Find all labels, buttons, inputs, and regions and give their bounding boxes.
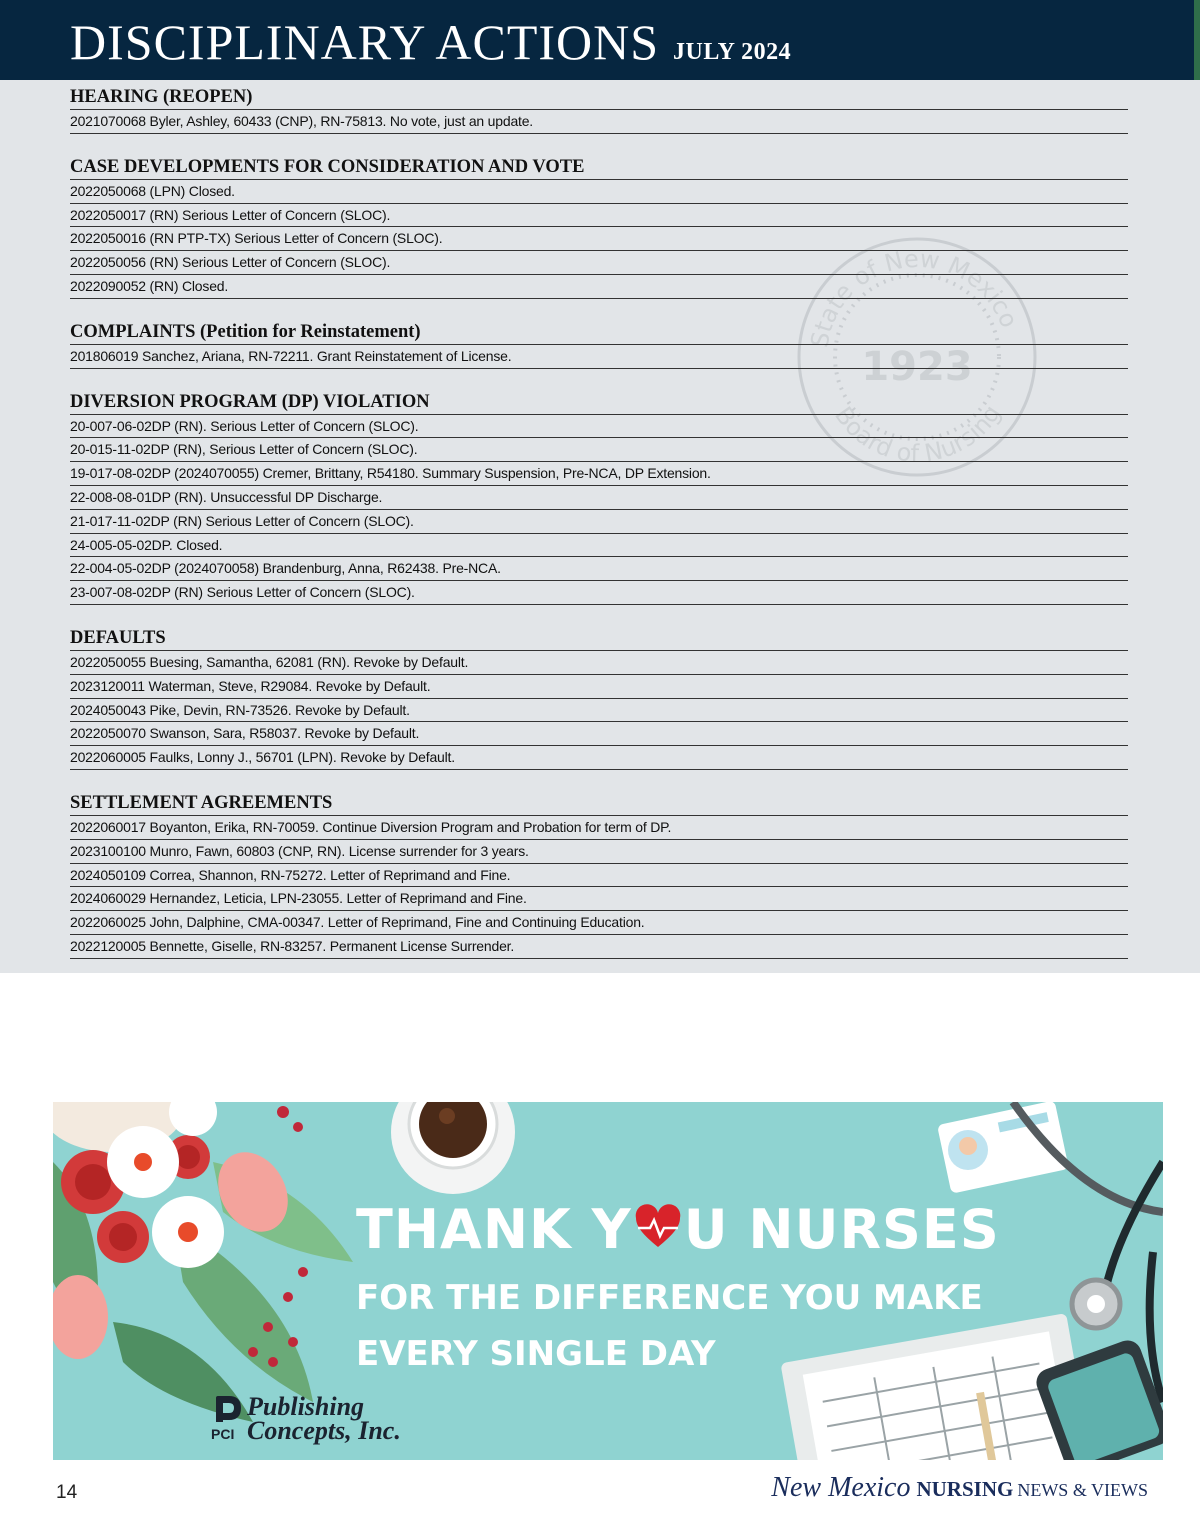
section-diversion-program	[70, 391, 1128, 605]
entry: 2022050070 Swanson, Sara, R58037. Revoke by Default.	[70, 722, 1128, 746]
section-title: HEARING (REOPEN)	[70, 86, 1128, 110]
entry: 2022050055 Buesing, Samantha, 62081 (RN). Revoke by Default.	[70, 651, 1128, 675]
section-case-developments	[70, 156, 1128, 299]
entry: 2022060017 Boyanton, Erika, RN-70059. Continue Diversion Program and Probation for term of DP.	[70, 816, 1128, 840]
entry: 2022050017 (RN) Serious Letter of Concern (SLOC).	[70, 204, 1128, 228]
headline-line-2: FOR THE DIFFERENCE YOU MAKE	[356, 1278, 983, 1318]
page-title	[70, 12, 791, 82]
entry: 2023100100 Munro, Fawn, 60803 (CNP, RN). License surrender for 3 years.	[70, 840, 1128, 864]
entry: 20-007-06-02DP (RN). Serious Letter of Concern (SLOC).	[70, 415, 1128, 439]
entry: 21-017-11-02DP (RN) Serious Letter of Concern (SLOC).	[70, 510, 1128, 534]
page-header	[0, 0, 1200, 80]
seal-top-text: State of New Mexico	[805, 244, 1024, 350]
logo-line-1: Publishing	[247, 1392, 365, 1421]
entry: 2022050056 (RN) Serious Letter of Concern (SLOC).	[70, 251, 1128, 275]
section-settlement-agreements	[70, 792, 1128, 959]
entry: 24-005-05-02DP. Closed.	[70, 534, 1128, 558]
section-title: DEFAULTS	[70, 627, 1128, 651]
section-defaults	[70, 627, 1128, 770]
section-hearing	[70, 86, 1128, 134]
brand-nursing: NURSING	[916, 1477, 1014, 1501]
headline-line-3: EVERY SINGLE DAY	[356, 1334, 716, 1374]
page-number: 14	[56, 1482, 78, 1503]
section-title: CASE DEVELOPMENTS FOR CONSIDERATION AND VOTE	[70, 156, 1128, 180]
publication-brand	[771, 1472, 1148, 1504]
headline-thank-you-nurses	[356, 1198, 1000, 1261]
actions-list	[70, 86, 1128, 981]
seal-year: 1923	[861, 344, 973, 390]
seal-bottom-text: Board of Nursing	[829, 400, 1007, 468]
brand-news-views: NEWS & VIEWS	[1017, 1480, 1148, 1500]
section-title: DIVERSION PROGRAM (DP) VIOLATION	[70, 391, 1128, 415]
flower-bouquet-icon	[53, 1102, 353, 1422]
entry: 23-007-08-02DP (RN) Serious Letter of Concern (SLOC).	[70, 581, 1128, 605]
logo-line-2: Concepts, Inc.	[247, 1416, 401, 1445]
title-text: DISCIPLINARY ACTIONS	[70, 14, 660, 70]
entry: 2022090052 (RN) Closed.	[70, 275, 1128, 299]
section-title: SETTLEMENT AGREEMENTS	[70, 792, 1128, 816]
entry: 2022120005 Bennette, Giselle, RN-83257. Permanent License Surrender.	[70, 935, 1128, 959]
entry: 2024050109 Correa, Shannon, RN-75272. Letter of Reprimand and Fine.	[70, 864, 1128, 888]
entry: 2023120011 Waterman, Steve, R29084. Revoke by Default.	[70, 675, 1128, 699]
section-title: COMPLAINTS (Petition for Reinstatement)	[70, 321, 1128, 345]
headline-part-a: THANK Y	[356, 1198, 632, 1261]
entry: 22-004-05-02DP (2024070058) Brandenburg, Anna, R62438. Pre-NCA.	[70, 557, 1128, 581]
coffee-cup-icon	[391, 1102, 515, 1194]
entry: 2022060025 John, Dalphine, CMA-00347. Letter of Reprimand, Fine and Continuing Education.	[70, 911, 1128, 935]
entry: 19-017-08-02DP (2024070055) Cremer, Brittany, R54180. Summary Suspension, Pre-NCA, DP Extension.	[70, 462, 1128, 486]
entry: 2022050068 (LPN) Closed.	[70, 180, 1128, 204]
entry: 2024060029 Hernandez, Leticia, LPN-23055. Letter of Reprimand and Fine.	[70, 887, 1128, 911]
entry: 22-008-08-01DP (RN). Unsuccessful DP Discharge.	[70, 486, 1128, 510]
logo-abbr: PCI	[211, 1426, 235, 1442]
brand-new-mexico: New Mexico	[771, 1472, 911, 1503]
entry: 2022060005 Faulks, Lonny J., 56701 (LPN). Revoke by Default.	[70, 746, 1128, 770]
thank-you-nurses-ad	[53, 1102, 1163, 1460]
entry: 2022050016 (RN PTP-TX) Serious Letter of Concern (SLOC).	[70, 227, 1128, 251]
entry: 201806019 Sanchez, Ariana, RN-72211. Grant Reinstatement of License.	[70, 345, 1128, 369]
entry: 20-015-11-02DP (RN), Serious Letter of Concern (SLOC).	[70, 438, 1128, 462]
heart-icon	[634, 1204, 682, 1252]
entry: 2024050043 Pike, Devin, RN-73526. Revoke by Default.	[70, 699, 1128, 723]
entry: 2021070068 Byler, Ashley, 60433 (CNP), RN-75813. No vote, just an update.	[70, 110, 1128, 134]
section-complaints	[70, 321, 1128, 369]
issue-date: JULY 2024	[673, 39, 792, 65]
pci-logo-icon	[213, 1394, 243, 1424]
headline-part-b: U NURSES	[683, 1198, 1000, 1261]
